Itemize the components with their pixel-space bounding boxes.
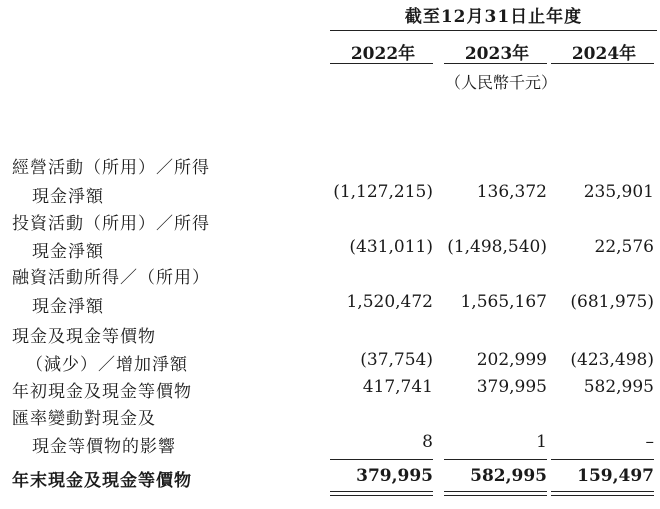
- row-label-cont: 現金淨額: [32, 297, 104, 317]
- year-2023-rule: [444, 63, 547, 64]
- total-double-rule-2024-b: [551, 495, 654, 496]
- row-label-cont: 現金淨額: [32, 242, 104, 262]
- row-value-2022: (431,011): [349, 237, 433, 257]
- total-double-rule-2022-a: [330, 491, 433, 492]
- row-value-2023: 202,999: [476, 350, 547, 370]
- row-label: 融資活動所得／（所用）: [12, 268, 210, 288]
- row-value-2024: –: [645, 432, 654, 452]
- year-2022-header: 2022年: [350, 44, 416, 64]
- row-value-2024: 235,901: [583, 182, 654, 202]
- unit-label: （人民幣千元）: [445, 73, 558, 92]
- row-value-2022: 8: [422, 432, 433, 452]
- row-label: 經營活動（所用）／所得: [12, 158, 210, 178]
- row-label: 年初現金及現金等價物: [12, 382, 192, 402]
- row-label-cont: 現金淨額: [32, 187, 104, 207]
- row-value-2022: (1,127,215): [333, 182, 433, 202]
- row-value-2024: 22,576: [594, 237, 654, 257]
- subtotal-rule-2024: [551, 459, 654, 460]
- total-value-2024: 159,497: [577, 466, 654, 486]
- row-label-cont: 現金等價物的影響: [32, 437, 176, 457]
- row-value-2024: 582,995: [583, 377, 654, 397]
- total-double-rule-2024-a: [551, 491, 654, 492]
- subtotal-rule-2022: [330, 459, 433, 460]
- total-double-rule-2022-b: [330, 495, 433, 496]
- total-row-label: 年末現金及現金等價物: [12, 471, 192, 491]
- total-value-2023: 582,995: [470, 466, 547, 486]
- year-2024-rule: [551, 63, 654, 64]
- row-label: 匯率變動對現金及: [12, 409, 156, 429]
- subtotal-rule-2023: [444, 459, 547, 460]
- row-value-2022: (37,754): [360, 350, 433, 370]
- row-label-cont: （減少）／增加淨額: [26, 355, 188, 375]
- year-2023-header: 2023年: [464, 44, 530, 64]
- row-value-2023: 379,995: [476, 377, 547, 397]
- total-value-2022: 379,995: [356, 466, 433, 486]
- row-value-2023: 136,372: [476, 182, 547, 202]
- year-2022-rule: [330, 63, 433, 64]
- total-double-rule-2023-a: [444, 491, 547, 492]
- row-value-2022: 1,520,472: [346, 292, 433, 312]
- total-double-rule-2023-b: [444, 495, 547, 496]
- period-header-rule: [330, 30, 657, 31]
- row-value-2022: 417,741: [362, 377, 433, 397]
- year-2024-header: 2024年: [571, 44, 637, 64]
- row-value-2023: 1: [536, 432, 547, 452]
- row-value-2024: (681,975): [570, 292, 654, 312]
- row-label: 投資活動（所用）／所得: [12, 214, 210, 234]
- period-header: 截至12月31日止年度: [404, 7, 583, 27]
- row-value-2023: (1,498,540): [447, 237, 547, 257]
- row-value-2023: 1,565,167: [460, 292, 547, 312]
- row-value-2024: (423,498): [570, 350, 654, 370]
- row-label: 現金及現金等價物: [12, 327, 156, 347]
